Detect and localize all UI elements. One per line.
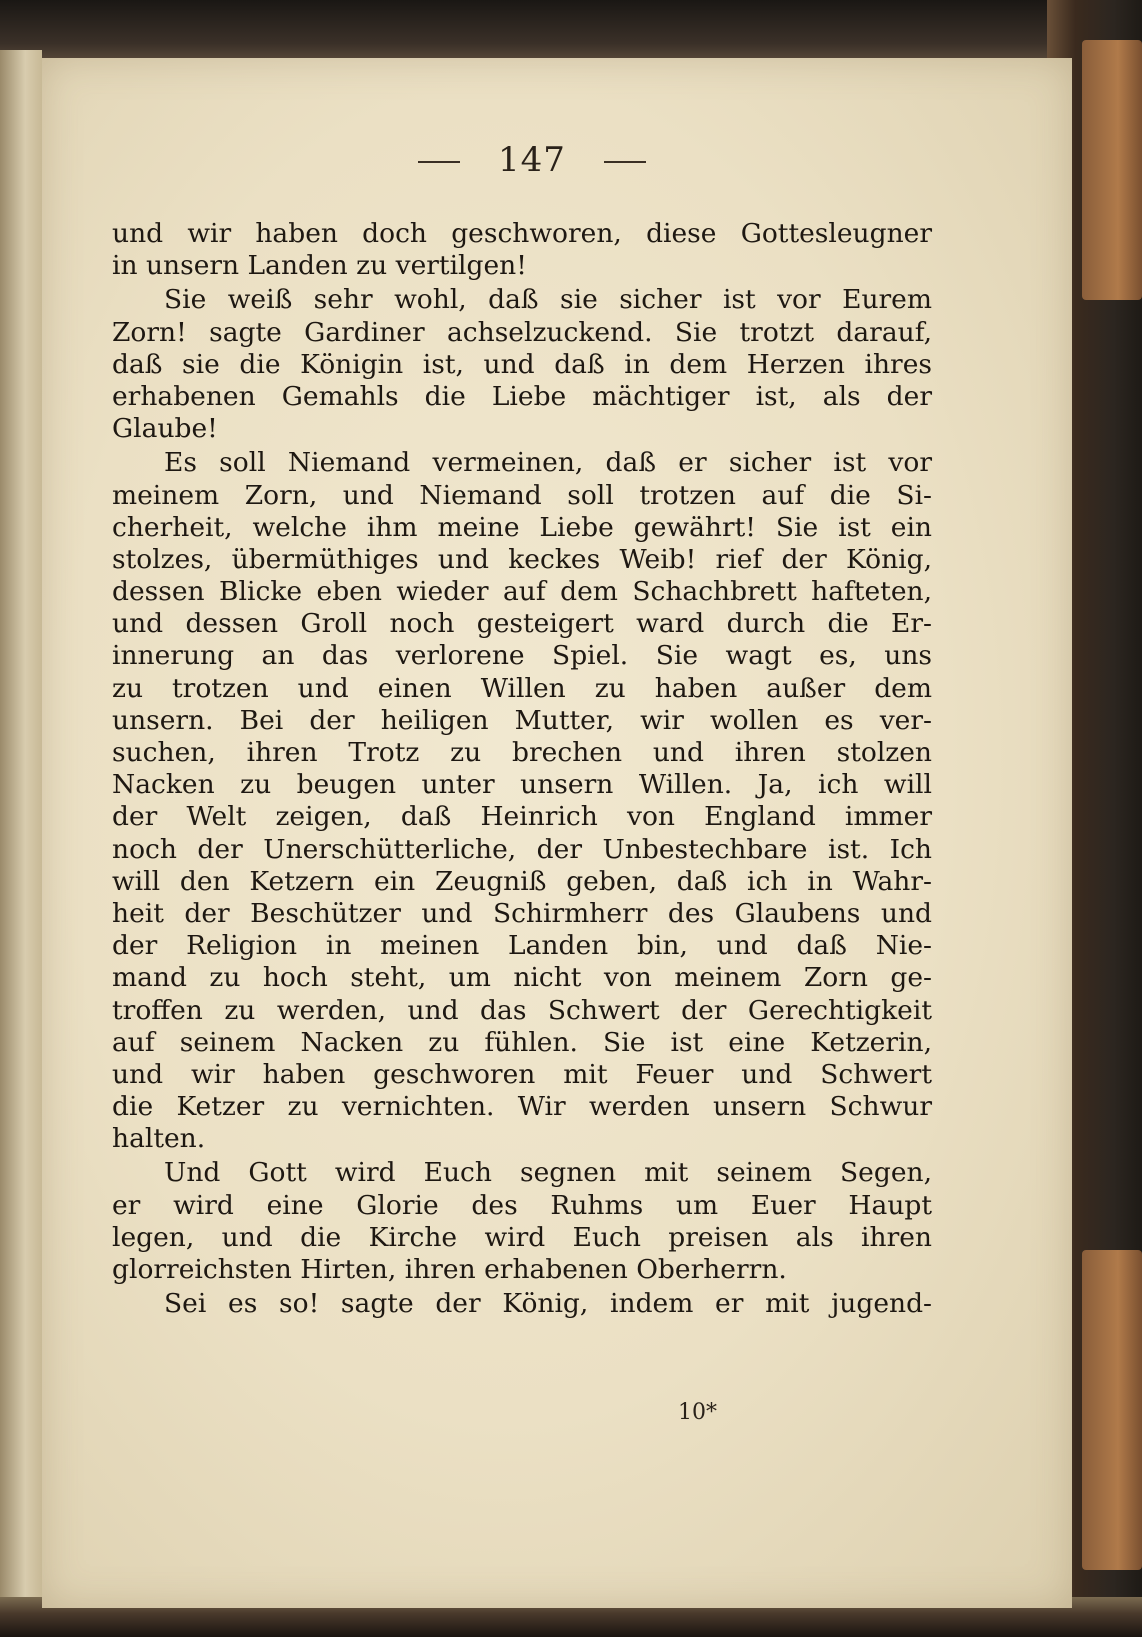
- book-page: [42, 58, 1072, 1608]
- text-line: legen, und die Kirche wird Euch preisen als ihren: [112, 1221, 932, 1253]
- text-line: zu trotzen und einen Willen zu haben außer dem: [112, 672, 932, 704]
- cover-leather-corner-bottom: [1082, 1250, 1142, 1570]
- scan-top-edge: [0, 0, 1142, 62]
- text-line: und wir haben doch geschworen, diese Gottesleugner: [112, 218, 932, 249]
- text-line: er wird eine Glorie des Ruhms um Euer Haupt: [112, 1189, 932, 1221]
- text-line: Zorn! sagte Gardiner achselzuckend. Sie trotzt darauf,: [112, 316, 932, 348]
- page-number: 147: [498, 140, 566, 180]
- printer-signature-mark: 10*: [678, 1400, 717, 1425]
- text-line: und dessen Groll noch gesteigert ward durch die Er-: [112, 608, 932, 640]
- header-dash-right: [604, 161, 646, 163]
- page-body-text: [112, 218, 932, 1320]
- cover-leather-corner-top: [1082, 40, 1142, 300]
- text-line: Nacken zu beugen unter unsern Willen. Ja, ich will: [112, 769, 932, 801]
- text-line: dessen Blicke eben wieder auf dem Schachbrett hafteten,: [112, 576, 932, 608]
- text-line: glorreichsten Hirten, ihren erhabenen Oberherrn.: [112, 1254, 787, 1285]
- text-line: in unsern Landen zu vertilgen!: [112, 250, 527, 282]
- text-line: die Ketzer zu vernichten. Wir werden unsern Schwur: [112, 1091, 932, 1123]
- text-line: auf seinem Nacken zu fühlen. Sie ist eine Ketzerin,: [112, 1026, 932, 1058]
- text-line: troffen zu werden, und das Schwert der Gerechtigkeit: [112, 994, 932, 1026]
- text-line: und wir haben geschworen mit Feuer und Schwert: [112, 1058, 932, 1090]
- text-line: Es soll Niemand vermeinen, daß er sicher ist vor: [164, 447, 932, 479]
- text-line: mand zu hoch steht, um nicht von meinem Zorn ge-: [112, 962, 932, 994]
- facing-page-edge: [0, 50, 42, 1610]
- text-line: Glaube!: [112, 413, 218, 445]
- text-line: halten.: [112, 1123, 206, 1155]
- text-line: Sei es so! sagte der König, indem er mit jugend-: [164, 1288, 932, 1320]
- text-line: will den Ketzern ein Zeugniß geben, daß ich in Wahr-: [112, 865, 932, 897]
- text-line: heit der Beschützer und Schirmherr des Glaubens und: [112, 897, 932, 929]
- header-dash-left: [418, 161, 460, 163]
- text-line: unsern. Bei der heiligen Mutter, wir wollen es ver-: [112, 704, 932, 736]
- text-line: noch der Unerschütterliche, der Unbestechbare ist. Ich: [112, 833, 932, 865]
- text-line: innerung an das verlorene Spiel. Sie wagt es, uns: [112, 640, 932, 672]
- text-line: cherheit, welche ihm meine Liebe gewährt! Sie ist ein: [112, 511, 932, 543]
- text-line: suchen, ihren Trotz zu brechen und ihren stolzen: [112, 737, 932, 768]
- text-line: Und Gott wird Euch segnen mit seinem Segen,: [164, 1157, 932, 1189]
- page-header: [42, 140, 1022, 180]
- text-line: Sie weiß sehr wohl, daß sie sicher ist vor Eurem: [164, 284, 932, 316]
- text-line: stolzes, übermüthiges und keckes Weib! rief der König,: [112, 543, 932, 575]
- text-line: erhabenen Gemahls die Liebe mächtiger ist, als der: [112, 380, 932, 412]
- text-line: der Religion in meinen Landen bin, und daß Nie-: [112, 930, 932, 962]
- text-line: der Welt zeigen, daß Heinrich von England immer: [112, 801, 932, 833]
- text-line: daß sie die Königin ist, und daß in dem Herzen ihres: [112, 348, 932, 380]
- text-line: meinem Zorn, und Niemand soll trotzen auf die Si-: [112, 479, 932, 511]
